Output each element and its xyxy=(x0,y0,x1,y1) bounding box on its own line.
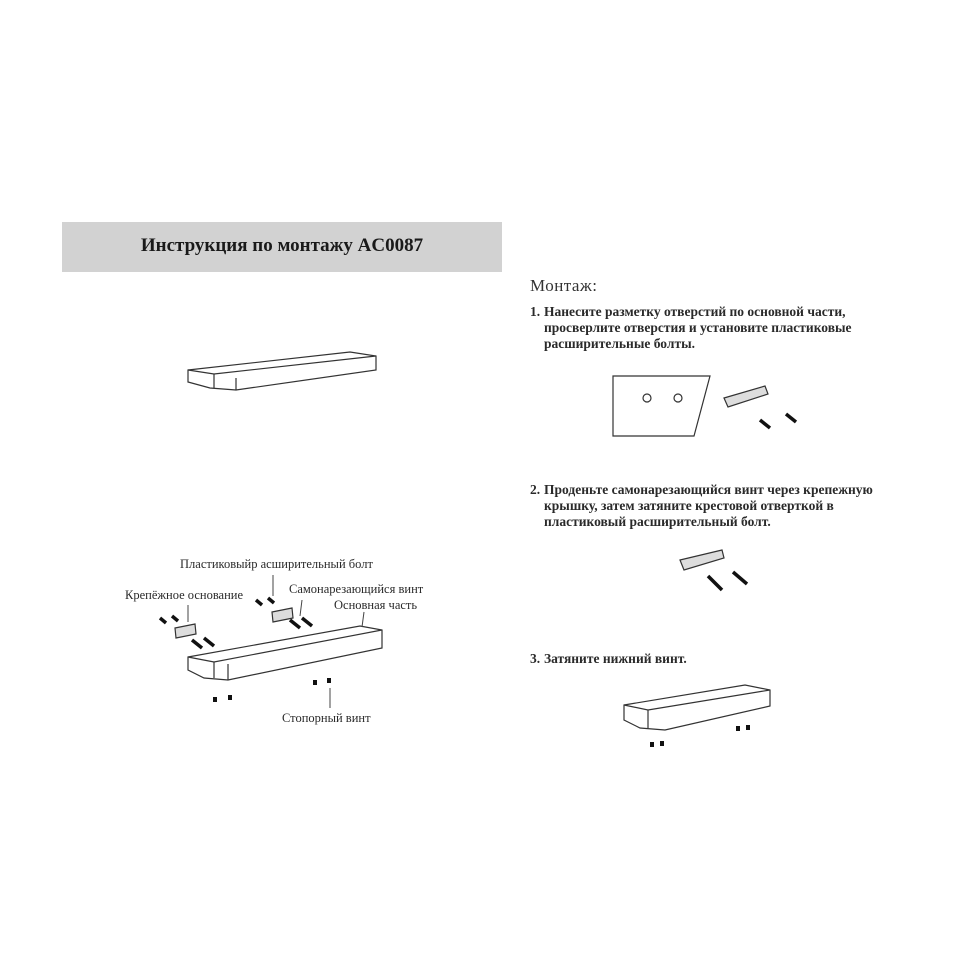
label-stop-screw: Стопорный винт xyxy=(282,711,371,725)
step-number: 2. xyxy=(530,482,541,497)
mounting-heading: Монтаж: xyxy=(530,276,598,295)
step-1 xyxy=(530,304,852,352)
step-line: Нанесите разметку отверстий по основной части, xyxy=(544,304,846,319)
step-line: расширительные болты. xyxy=(544,336,695,351)
label-screw: Самонарезающийся винт xyxy=(289,582,424,596)
page-title: Инструкция по монтажу AC0087 xyxy=(140,235,424,256)
step3-illustration xyxy=(624,685,770,747)
step-line: крышку, затем затяните крестовой отверткой в xyxy=(544,498,834,513)
step-line: Проденьте самонарезающийся винт через крепежную xyxy=(544,482,873,497)
label-main-part: Основная часть xyxy=(334,598,418,612)
step-number: 1. xyxy=(530,304,541,319)
step-line: пластиковый расширительный болт. xyxy=(544,514,771,529)
step2-illustration xyxy=(680,550,747,590)
step-2 xyxy=(530,482,873,530)
label-mount-base: Крепёжное основание xyxy=(125,588,244,602)
step1-illustration xyxy=(613,376,796,436)
step-number: 3. xyxy=(530,651,541,666)
step-3 xyxy=(530,651,687,667)
label-plastic-bolt: Пластиковыйр асширительный болт xyxy=(180,557,373,571)
shelf-illustration xyxy=(188,352,376,390)
step-line: Затяните нижний винт. xyxy=(544,651,687,666)
step-line: просверлите отверстия и установите пластиковые xyxy=(544,320,852,335)
